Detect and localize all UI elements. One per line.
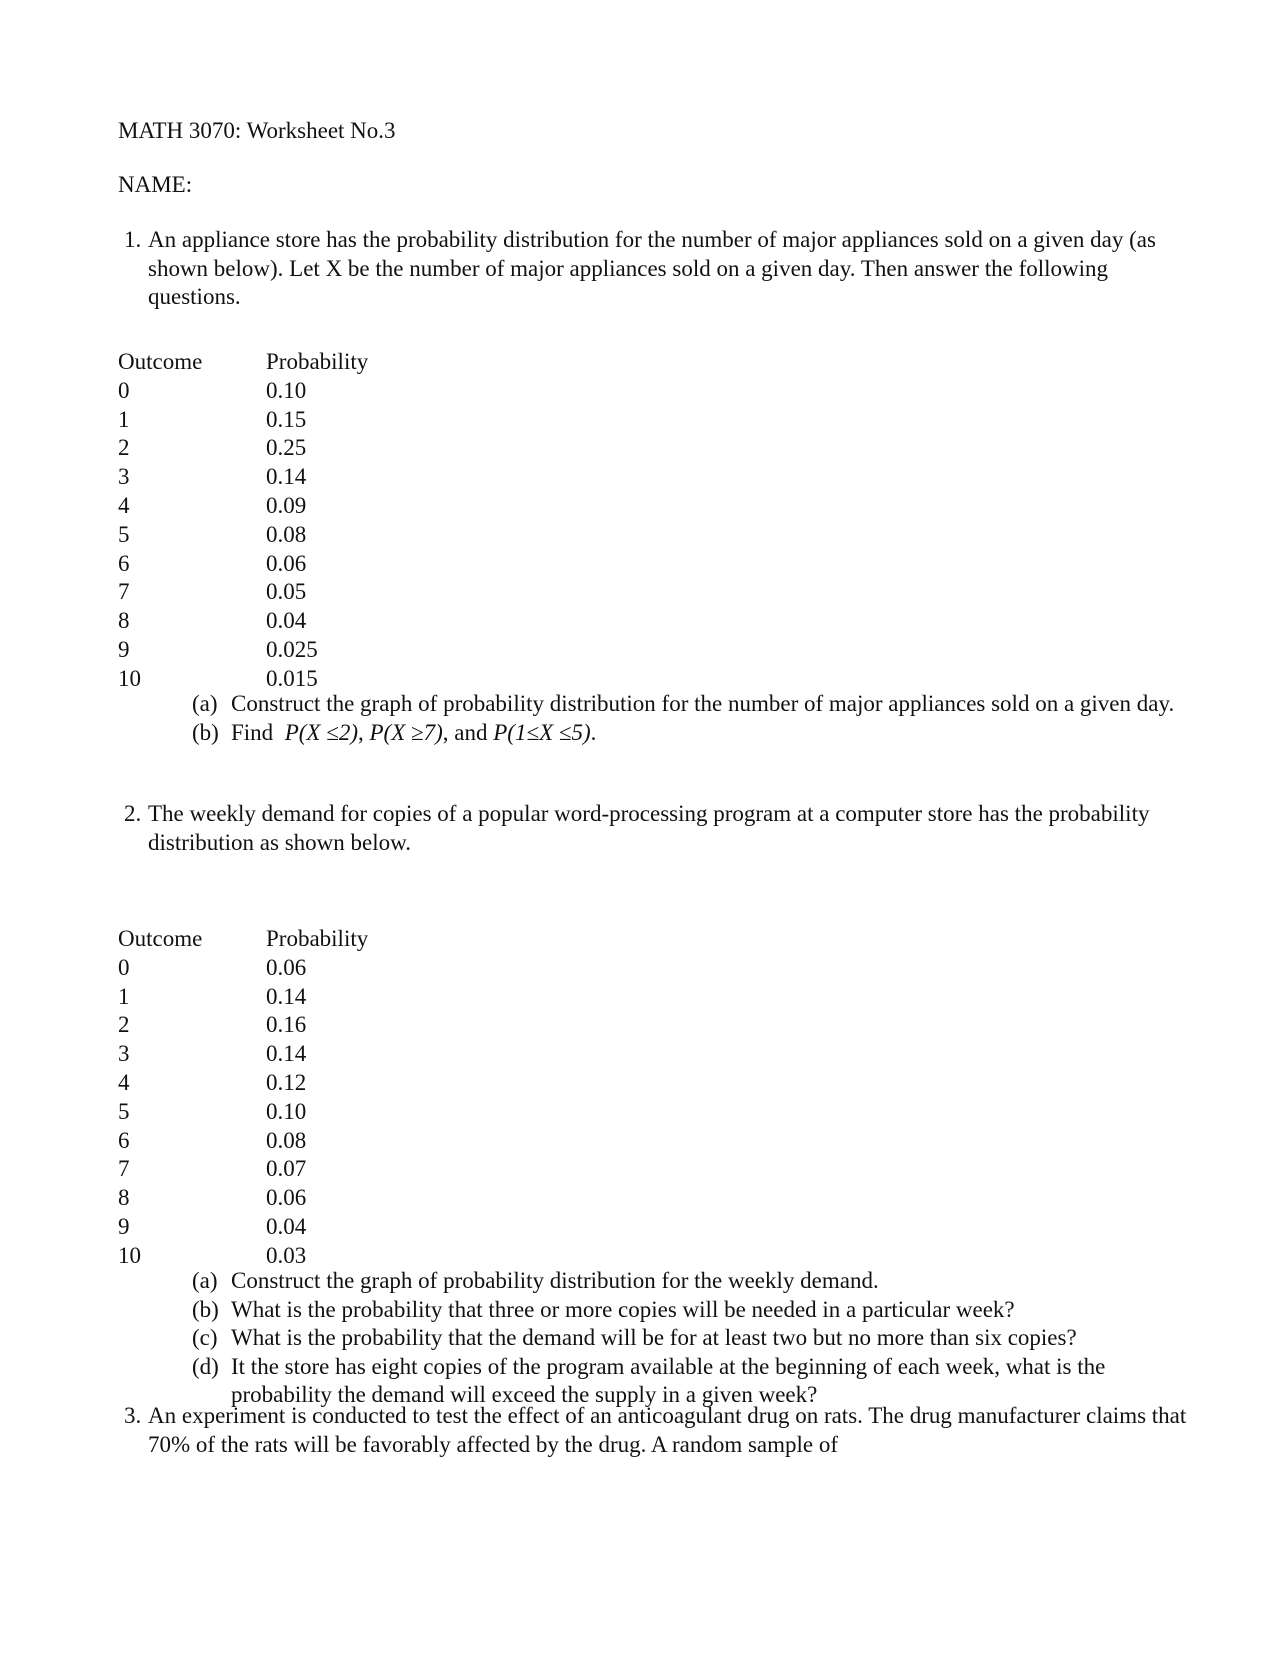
- part-label: (d): [192, 1353, 219, 1379]
- probability-cell: 0.025: [266, 636, 318, 662]
- question-3-text: An experiment is conducted to test the effect of an anticoagulant drug on rats. The drug manufacturer claims that 70% of the rats will be favorably affected by the drug. A random sample of: [148, 1403, 1187, 1457]
- table-row: [118, 406, 368, 435]
- outcome-cell: 1: [118, 406, 130, 432]
- table-row: [118, 1213, 368, 1242]
- outcome-cell: 6: [118, 550, 130, 576]
- outcome-cell: 9: [118, 636, 130, 662]
- probability-cell: 0.04: [266, 1213, 307, 1239]
- probability-cell: 0.14: [266, 1041, 307, 1067]
- outcome-cell: 2: [118, 435, 130, 461]
- probability-cell: 0.14: [266, 983, 307, 1009]
- outcome-header: Outcome: [118, 349, 203, 374]
- outcome-cell: 9: [118, 1213, 130, 1239]
- probability-cell: 0.06: [266, 1185, 307, 1211]
- part-text: Construct the graph of probability distribution for the number of major appliances sold on a given day.: [231, 691, 1175, 716]
- outcome-cell: 0: [118, 377, 130, 403]
- outcome-cell: 7: [118, 1156, 130, 1182]
- question-1-part-a: [192, 690, 1192, 719]
- question-2-part-a: [192, 1267, 1192, 1296]
- q2-distribution-table: [118, 925, 368, 1271]
- table-row: [118, 983, 368, 1012]
- question-1-number: 1.: [124, 227, 142, 252]
- table-row: [118, 636, 368, 665]
- probability-cell: 0.07: [266, 1156, 307, 1182]
- probability-cell: 0.12: [266, 1069, 307, 1095]
- probability-cell: 0.16: [266, 1012, 307, 1038]
- outcome-cell: 5: [118, 521, 130, 547]
- table-row: [118, 1184, 368, 1213]
- question-2-text: The weekly demand for copies of a popular word-processing program at a computer store has the probability distribution as shown below.: [148, 801, 1150, 855]
- probability-cell: 0.06: [266, 550, 307, 576]
- table-row: [118, 954, 368, 983]
- question-2-parts: [192, 1267, 1192, 1410]
- probability-cell: 0.14: [266, 464, 307, 490]
- table-header-row: [118, 925, 368, 954]
- part-label: (b): [192, 719, 219, 745]
- probability-cell: 0.10: [266, 1098, 307, 1124]
- part-label: (a): [192, 1268, 218, 1293]
- question-1-text: An appliance store has the probability distribution for the number of major appliances sold on a given day (as shown below). Let X be the number of major appliances sold on a given day. Then answer the following questions.: [148, 227, 1156, 309]
- outcome-cell: 4: [118, 1069, 130, 1095]
- part-label: (c): [192, 1325, 218, 1350]
- math-expression: P(1≤X ≤5): [493, 719, 591, 745]
- part-text: What is the probability that the demand will be for at least two but no more than six copies?: [231, 1325, 1077, 1350]
- outcome-cell: 10: [118, 1242, 141, 1268]
- probability-cell: 0.25: [266, 435, 307, 461]
- question-3: [124, 1402, 1198, 1459]
- table-row: [118, 492, 368, 521]
- table-row: [118, 607, 368, 636]
- outcome-cell: 1: [118, 983, 130, 1009]
- part-label: (a): [192, 691, 218, 716]
- table-row: [118, 1040, 368, 1069]
- q1-distribution-table: [118, 348, 368, 694]
- probability-cell: 0.05: [266, 579, 307, 605]
- table-row: [118, 521, 368, 550]
- outcome-cell: 5: [118, 1098, 130, 1124]
- probability-cell: 0.03: [266, 1242, 307, 1268]
- outcome-cell: 3: [118, 1041, 130, 1067]
- question-2-part-c: [192, 1324, 1192, 1353]
- outcome-cell: 3: [118, 464, 130, 490]
- question-2-part-d: [192, 1353, 1192, 1410]
- math-expression: P(X ≤2): [284, 719, 358, 745]
- probability-header: Probability: [266, 926, 369, 951]
- part-joiner: , and: [442, 719, 488, 745]
- probability-cell: 0.08: [266, 521, 307, 547]
- table-row: [118, 377, 368, 406]
- table-row: [118, 463, 368, 492]
- table-row: [118, 1127, 368, 1156]
- outcome-cell: 7: [118, 579, 130, 605]
- table-row: [118, 434, 368, 463]
- outcome-cell: 0: [118, 954, 130, 980]
- probability-cell: 0.08: [266, 1127, 307, 1153]
- table-row: [118, 550, 368, 579]
- table-row: [118, 1069, 368, 1098]
- table-row: [118, 578, 368, 607]
- part-text: What is the probability that three or more copies will be needed in a particular week?: [231, 1296, 1015, 1322]
- part-text: It the store has eight copies of the program available at the beginning of each week, what is the probability the demand will exceed the supply in a given week?: [231, 1353, 1106, 1407]
- question-3-number: 3.: [124, 1403, 142, 1428]
- question-1-parts: [192, 690, 1192, 747]
- outcome-cell: 8: [118, 608, 130, 634]
- name-label: NAME:: [118, 172, 193, 197]
- math-expression: P(X ≥7): [369, 719, 443, 745]
- question-2-part-b: [192, 1296, 1192, 1325]
- outcome-header: Outcome: [118, 926, 203, 951]
- worksheet-title: MATH 3070: Worksheet No.3: [118, 118, 396, 143]
- probability-cell: 0.10: [266, 377, 307, 403]
- probability-cell: 0.015: [266, 665, 318, 691]
- probability-cell: 0.15: [266, 406, 307, 432]
- part-label: (b): [192, 1296, 219, 1322]
- outcome-cell: 6: [118, 1127, 130, 1153]
- outcome-cell: 10: [118, 665, 141, 691]
- outcome-cell: 4: [118, 492, 130, 518]
- probability-cell: 0.09: [266, 492, 307, 518]
- probability-cell: 0.06: [266, 954, 307, 980]
- question-2-number: 2.: [124, 801, 142, 826]
- table-row: [118, 1011, 368, 1040]
- part-text: Construct the graph of probability distribution for the weekly demand.: [231, 1268, 879, 1293]
- outcome-cell: 2: [118, 1012, 130, 1038]
- probability-cell: 0.04: [266, 608, 307, 634]
- outcome-cell: 8: [118, 1185, 130, 1211]
- table-header-row: [118, 348, 368, 377]
- table-row: [118, 1155, 368, 1184]
- question-2: [124, 800, 1198, 857]
- question-1: [124, 226, 1198, 312]
- probability-header: Probability: [266, 349, 369, 374]
- table-row: [118, 1098, 368, 1127]
- part-text: Find: [231, 719, 274, 745]
- question-1-part-b: (b) Find P(X ≤2), P(X ≥7), and P(1≤X ≤5).: [192, 719, 1192, 748]
